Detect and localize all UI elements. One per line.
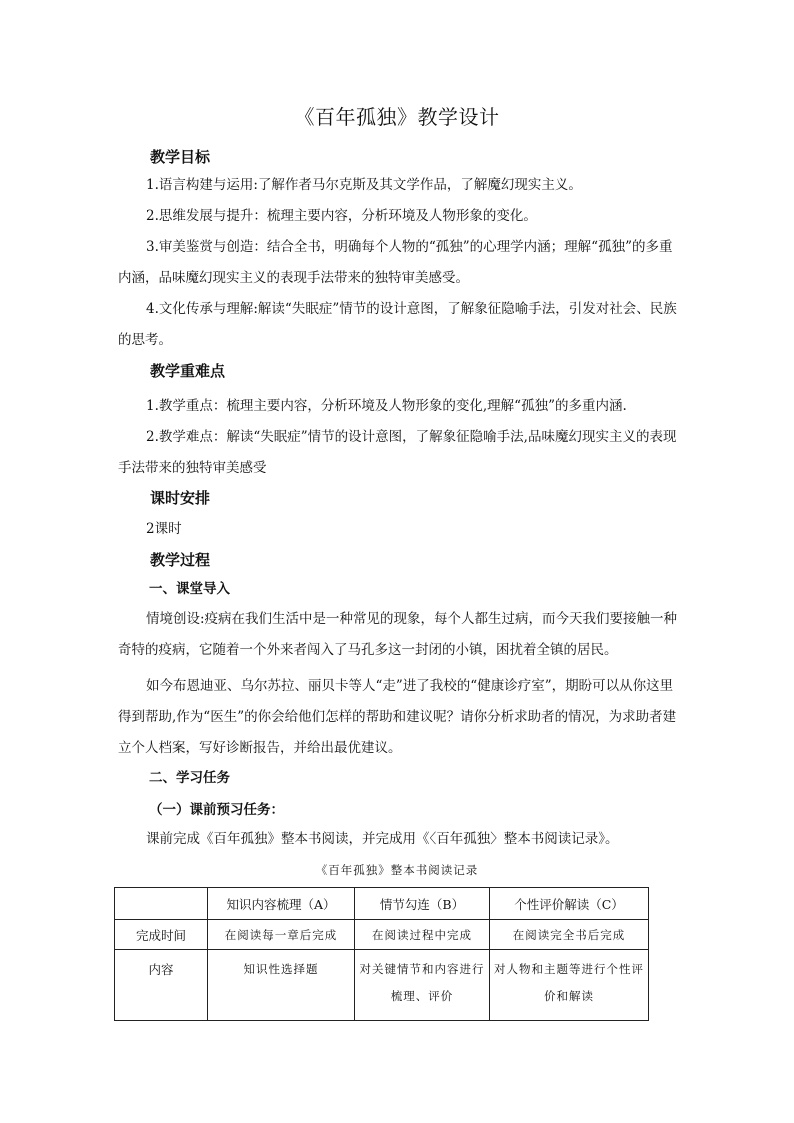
table-row — [115, 920, 649, 950]
section-1-paragraph-2: 如今布恩迪亚、乌尔苏拉、丽贝卡等人“走”进了我校的“健康诊疗室”，期盼可以从你这里得到帮助,作为“医生”的你会给他们怎样的帮助和建议呢？请你分析求助者的情况，为求助者建立个人档案，写好诊断报告，并给出最优建议。 — [118, 678, 677, 756]
section-2-heading: 二、学习任务 — [149, 770, 230, 786]
table-header-cell — [115, 888, 208, 920]
document-title: 《百年孤独》教学设计 — [294, 105, 500, 129]
table-cell: 在阅读完全书后完成 — [490, 920, 649, 950]
key-point-item-1: 1.教学重点：梳理主要内容，分析环境及人物形象的变化,理解“孤独”的多重内涵. — [146, 398, 627, 414]
objective-item-1: 1.语言构建与运用:了解作者马尔克斯及其文学作品，了解魔幻现实主义。 — [146, 177, 582, 193]
table-header-cell: 知识内容梳理（A） — [208, 888, 355, 920]
table-cell: 对关键情节和内容进行梳理、评价 — [355, 950, 490, 1021]
section-2-sub-1-paragraph: 课前完成《百年孤独》整本书阅读，并完成用《〈百年孤独〉整本书阅读记录》。 — [146, 831, 619, 847]
table-caption: 《百年孤独》整本书阅读记录 — [315, 863, 479, 877]
key-point-item-2: 2.教学难点：解读“失眠症”情节的设计意图，了解象征隐喻手法,品味魔幻现实主义的表现手法带来的独特审美感受 — [118, 429, 677, 476]
objective-item-3: 3.审美鉴赏与创造：结合全书，明确每个人物的“孤独”的心理学内涵；理解“孤独”的多重内涵，品味魔幻现实主义的表现手法带来的独特审美感受。 — [118, 239, 673, 286]
table-header-row — [115, 888, 649, 920]
table-cell: 在阅读过程中完成 — [355, 920, 490, 950]
section-2-sub-1-heading: （一）课前预习任务： — [149, 802, 284, 818]
objective-item-2: 2.思维发展与提升：梳理主要内容，分析环境及人物形象的变化。 — [146, 208, 537, 224]
key-points-heading: 教学重难点 — [150, 362, 226, 380]
table-row-label: 完成时间 — [115, 920, 208, 950]
table-cell: 在阅读每一章后完成 — [208, 920, 355, 950]
schedule-heading: 课时安排 — [150, 489, 211, 507]
section-1-heading: 一、课堂导入 — [149, 581, 230, 597]
table-cell: 知识性选择题 — [208, 950, 355, 1021]
objectives-heading: 教学目标 — [150, 148, 211, 166]
section-1-paragraph-1: 情境创设:疫病在我们生活中是一种常见的现象，每个人都生过病，而今天我们要接触一种奇特的疫病，它随着一个外来者闯入了马孔多这一封闭的小镇，困扰着全镇的居民。 — [118, 611, 678, 658]
table-cell: 对人物和主题等进行个性评价和解读 — [490, 950, 649, 1021]
process-heading: 教学过程 — [150, 551, 211, 569]
table-header-cell: 情节勾连（B） — [355, 888, 490, 920]
objective-item-4: 4.文化传承与理解:解读“失眠症”情节的设计意图，了解象征隐喻手法，引发对社会、民族的思考。 — [118, 301, 677, 348]
table-row-label: 内容 — [115, 950, 208, 1021]
table-header-cell: 个性评价解读（C） — [490, 888, 649, 920]
table-row — [115, 950, 649, 1021]
reading-record-table — [114, 887, 649, 1021]
schedule-value: 2课时 — [146, 521, 182, 537]
